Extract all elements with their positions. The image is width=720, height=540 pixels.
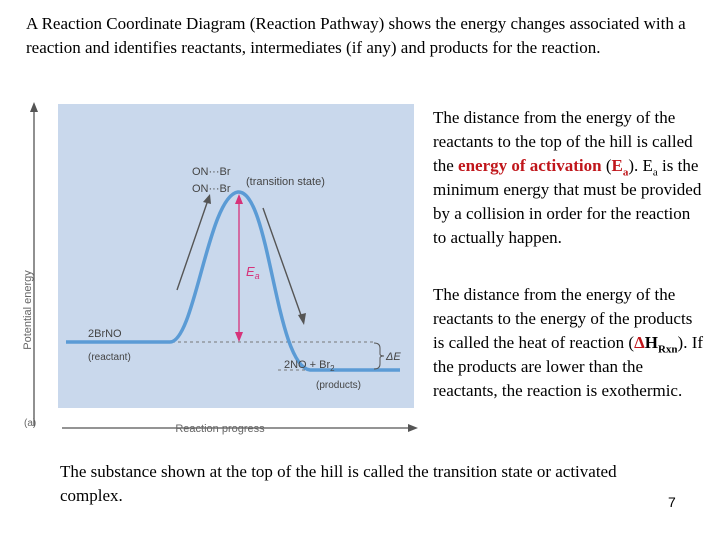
activation-energy-paragraph [433,106,705,250]
h-rxn-sub: Rxn [657,343,678,356]
p1-text-1: The distance from the energy of the reactants to the top of the hill is called the [433,108,693,175]
ts-line1: ON···Br [192,166,231,178]
page-number: 7 [668,494,676,510]
x-axis-label: Reaction progress [175,423,265,435]
ts-line2: ON···Br [192,183,231,195]
ts-label: (transition state) [246,176,325,188]
reactant-formula: 2BrNO [88,328,122,340]
ea-label-e: E [246,264,255,279]
energy-of-activation-term: energy of activation [458,156,602,175]
product-formula [284,359,335,373]
x-axis-arrow [408,424,418,432]
slide-heading: A Reaction Coordinate Diagram (Reaction Pathway) shows the energy changes associated with a reaction and identifies reactants, intermediates (if any) and products for the reaction. [26,14,686,57]
p1-text-3: ). E [628,156,653,175]
ea-symbol-e: E [611,156,623,175]
h-symbol: H [644,333,658,352]
y-axis-label: Potential energy [22,270,34,350]
y-axis-arrow [30,102,38,112]
panel-label: (a) [24,418,37,429]
p2-text-2: ). If the products are lower than the reactants, the reaction is exothermic. [433,333,704,400]
p1-text-4: is the minimum energy that must be provided by a collision in order for the reaction to actually happen. [433,156,702,247]
ea-symbol [611,156,629,179]
reaction-coordinate-diagram [20,96,420,440]
p2-text-1: The distance from the energy of the reactants to the energy of the products is called the heat of reaction ( [433,285,693,352]
product-formula-sub: 2 [330,364,335,373]
transition-state-note: The substance shown at the top of the hill is called the transition state or activated complex. [60,462,617,505]
reactant-label: (reactant) [88,352,131,363]
heat-of-reaction-paragraph [433,283,705,403]
delta-e-label: ΔE [386,351,401,363]
product-formula-main: 2NO + Br [284,359,331,371]
product-label: (products) [316,380,362,391]
p1-text-2: ( [601,156,612,175]
ea-sub-2: a [652,166,658,179]
delta-symbol: Δ [634,333,645,352]
ea-symbol-sub: a [622,166,629,179]
ea-label-sub: a [254,271,260,281]
